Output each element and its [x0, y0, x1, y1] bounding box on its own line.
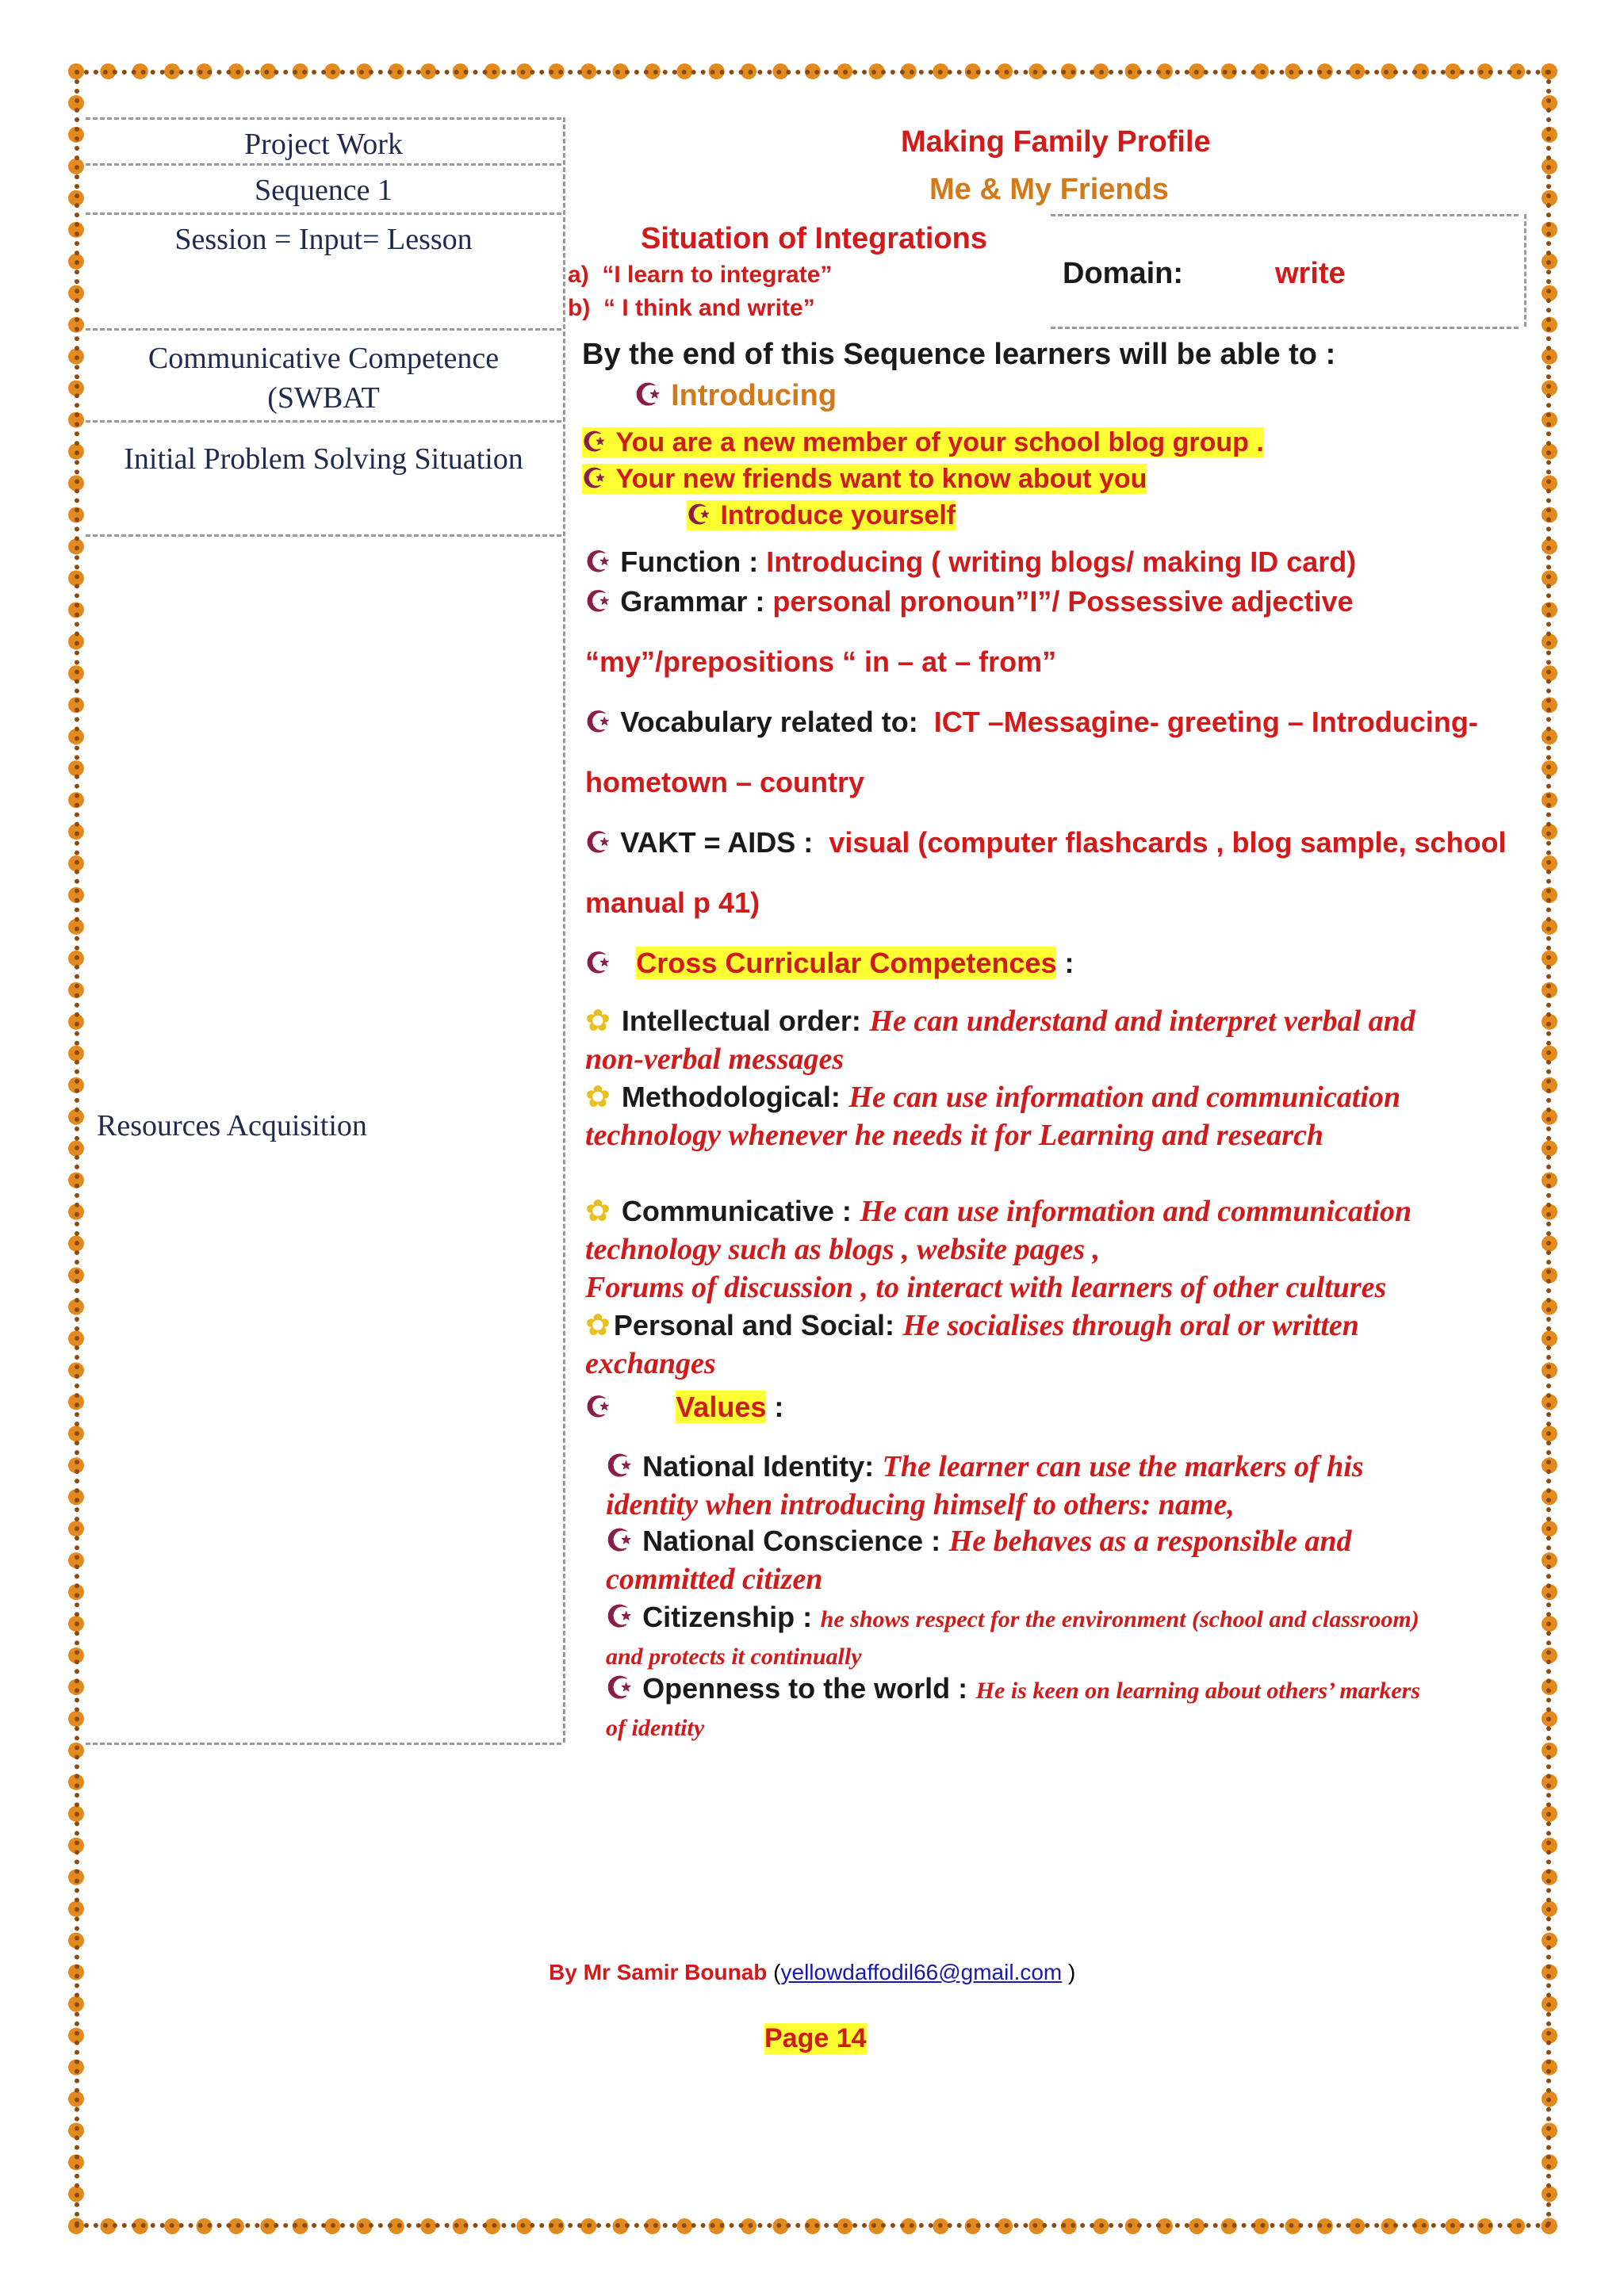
- crescent-icon: ☪: [585, 706, 611, 738]
- problem-label: Initial Problem Solving Situation: [124, 442, 523, 476]
- flower-icon: ✿: [585, 1081, 611, 1114]
- divider: [86, 420, 561, 423]
- divider: [86, 328, 561, 331]
- crescent-icon: ☪: [585, 947, 611, 979]
- crescent-icon: ☪: [606, 1601, 634, 1634]
- crescent-icon: ☪: [582, 464, 607, 494]
- sequence-title: Me & My Friends: [929, 173, 1169, 206]
- values-heading: ☪ Values :: [585, 1391, 784, 1423]
- project-title: Making Family Profile: [901, 125, 1211, 159]
- problem-line-1: ☪ You are a new member of your school blog group .: [582, 427, 1264, 457]
- project-work-label: Project Work: [244, 128, 403, 161]
- flower-icon: ✿: [585, 1004, 611, 1038]
- competence-label-line2: (SWBAT: [267, 381, 380, 415]
- national-identity: ☪ National Identity: The learner can use the markers of his identity when introducing himself to others: name,: [606, 1450, 1364, 1521]
- personal-social: ✿ Personal and Social: He socialises through oral or written exchanges: [585, 1309, 1359, 1380]
- divider: [86, 534, 561, 537]
- divider: [86, 212, 561, 215]
- function-line: ☪ Function : Introducing ( writing blogs/ making ID card): [585, 545, 1357, 578]
- flower-icon: ✿: [585, 1309, 611, 1342]
- crescent-icon: ☪: [687, 500, 711, 530]
- resources-label: Resources Acquisition: [97, 1109, 367, 1142]
- intellectual-order: ✿ Intellectual order: He can understand and interpret verbal and non-verbal messages: [585, 1004, 1415, 1076]
- situation-b: b) “ I think and write”: [568, 295, 815, 321]
- column-divider: [1524, 214, 1526, 327]
- page-number: Page 14: [764, 2023, 867, 2053]
- session-label: Session = Input= Lesson: [174, 223, 473, 256]
- problem-line-2: ☪ Your new friends want to know about you: [582, 464, 1147, 494]
- crescent-icon: ☪: [585, 1391, 611, 1423]
- email-link[interactable]: yellowdaffodil66@gmail.com: [780, 1960, 1063, 1984]
- vakt-line-2: manual p 41): [585, 886, 760, 919]
- crescent-icon: ☪: [585, 545, 611, 578]
- methodological: ✿ Methodological: He can use information and communication technology whenever he needs it for Learning and research: [585, 1081, 1401, 1152]
- openness: ☪ Openness to the world : He is keen on learning about others’ markers of identity: [606, 1672, 1421, 1741]
- sequence-label: Sequence 1: [254, 174, 393, 207]
- situation-a: a) “I learn to integrate”: [568, 262, 833, 288]
- divider: [1051, 214, 1519, 216]
- vocab-line: ☪ Vocabulary related to: ICT –Messagine- greeting – Introducing-: [585, 706, 1478, 738]
- grammar-line: ☪ Grammar : personal pronoun”I”/ Possessive adjective: [585, 585, 1354, 618]
- vakt-line: ☪ VAKT = AIDS : visual (computer flashcards , blog sample, school: [585, 826, 1507, 859]
- citizenship: ☪ Citizenship : he shows respect for the environment (school and classroom) and protects it continually: [606, 1601, 1419, 1670]
- crescent-icon: ☪: [585, 826, 611, 859]
- grammar-line-2: “my”/prepositions “ in – at – from”: [585, 645, 1057, 678]
- vocab-line-2: hometown – country: [585, 766, 865, 798]
- competence-intro: By the end of this Sequence learners will be able to :: [582, 338, 1336, 371]
- communicative: ✿ Communicative : He can use information and communication technology such as blogs , website pages , Forums of discussion , to interact with learners of other cultures: [585, 1195, 1412, 1304]
- competence-item: ☪ Introducing: [634, 379, 837, 412]
- situation-title: Situation of Integrations: [641, 222, 987, 255]
- crescent-icon: ☪: [606, 1672, 634, 1705]
- national-conscience: ☪ National Conscience : He behaves as a responsible and committed citizen: [606, 1525, 1352, 1596]
- crescent-icon: ☪: [606, 1525, 634, 1558]
- crescent-icon: ☪: [634, 379, 662, 412]
- domain-label: Domain:: [1063, 257, 1183, 290]
- divider: [1051, 327, 1519, 329]
- footer-author: By Mr Samir Bounab (yellowdaffodil66@gmail.com ): [549, 1960, 1076, 1984]
- divider: [86, 117, 561, 120]
- problem-line-3: ☪ Introduce yourself: [687, 500, 956, 530]
- crescent-icon: ☪: [606, 1450, 634, 1483]
- column-divider: [563, 117, 565, 1743]
- crescent-icon: ☪: [585, 585, 611, 618]
- ccc-heading: ☪ Cross Curricular Competences :: [585, 947, 1074, 979]
- divider: [86, 163, 561, 166]
- divider: [86, 1743, 561, 1745]
- domain-value: write: [1275, 257, 1346, 290]
- crescent-icon: ☪: [582, 427, 607, 457]
- flower-icon: ✿: [585, 1195, 611, 1228]
- competence-label-line1: Communicative Competence: [147, 342, 500, 375]
